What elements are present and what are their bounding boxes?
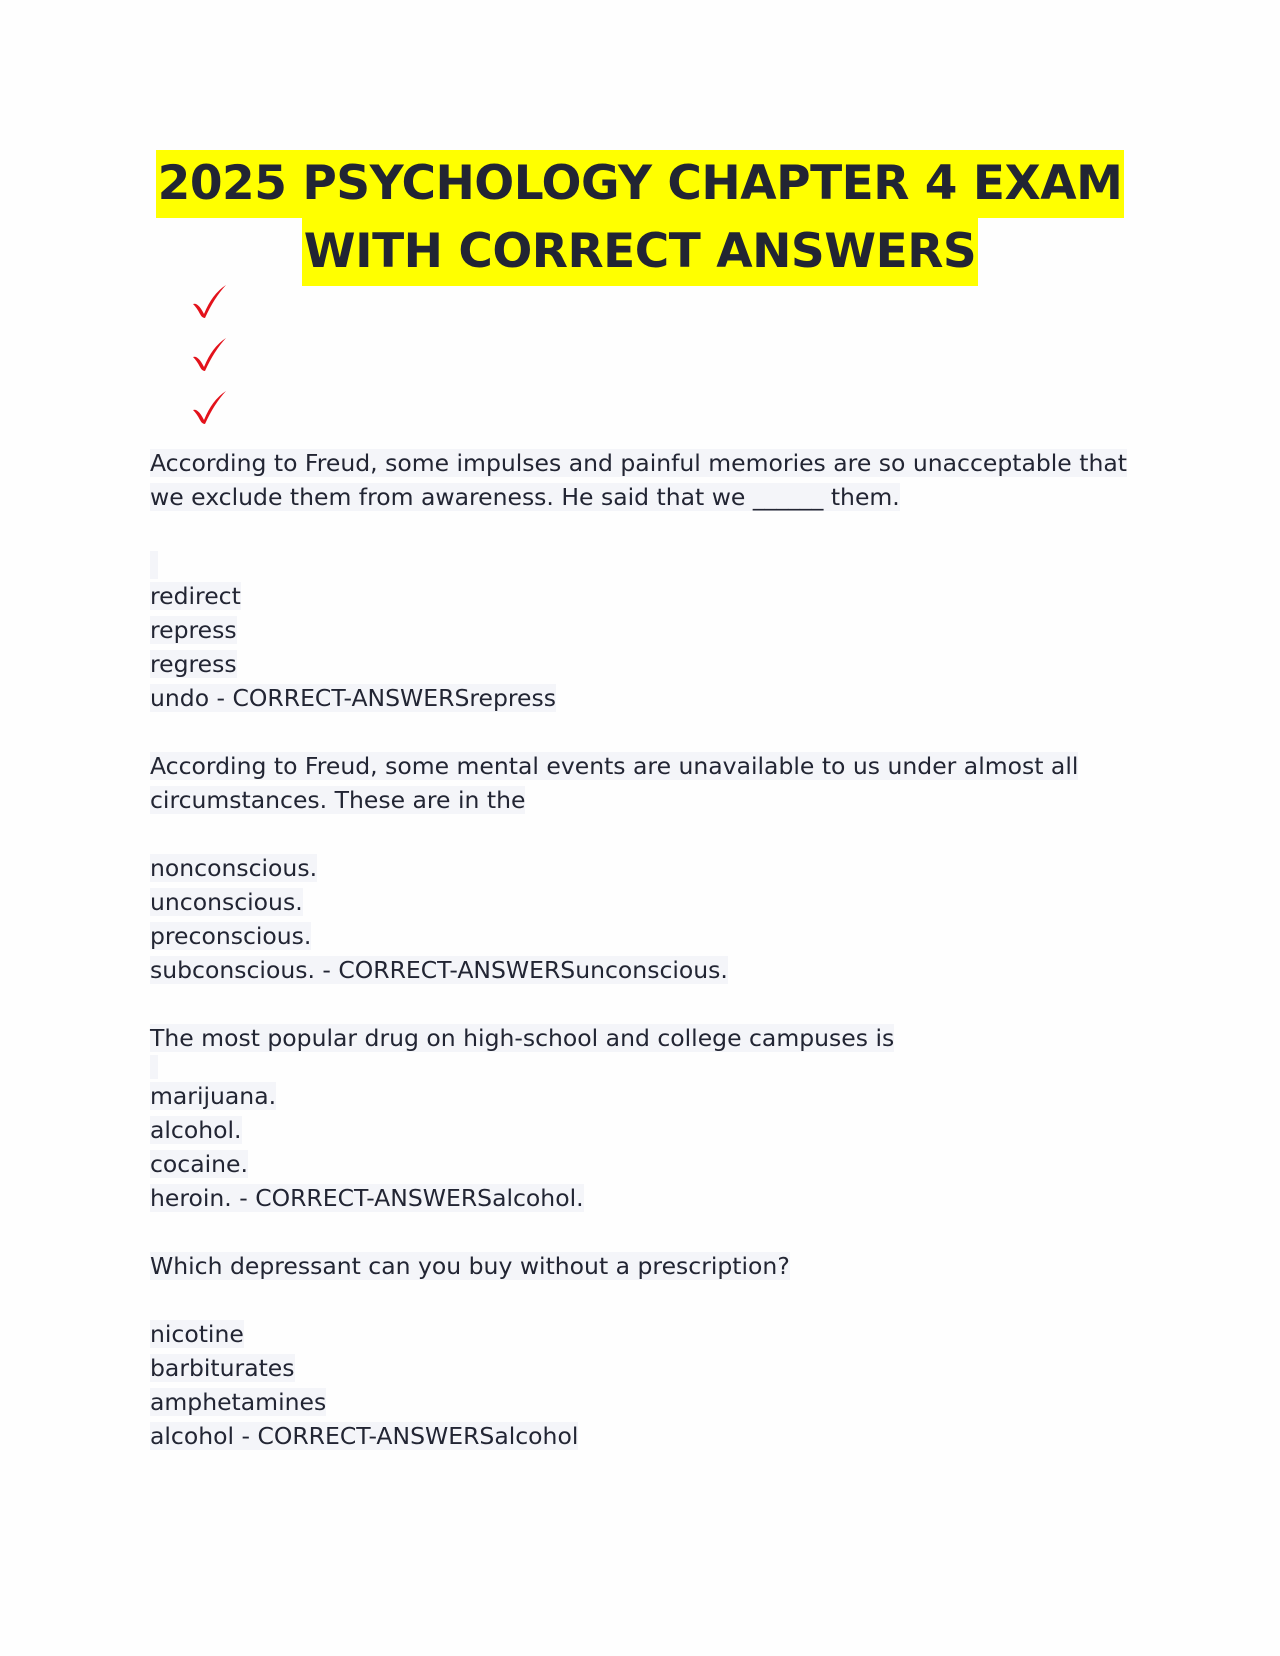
answer-option-with-correct-answer: subconscious. - CORRECT-ANSWERSunconscious. [150,956,728,984]
answer-option: alcohol. [150,1116,242,1144]
question-4 [150,1249,1150,1453]
title-line-2: WITH CORRECT ANSWERS [302,218,979,286]
document-title [0,150,1280,286]
answer-option-with-correct-answer: undo - CORRECT-ANSWERSrepress [150,684,556,712]
highlight-stub [150,1055,158,1079]
answer-option: unconscious. [150,888,303,916]
answer-option: regress [150,650,237,678]
check-marks [190,282,234,441]
answer-option-with-correct-answer: heroin. - CORRECT-ANSWERSalcohol. [150,1184,584,1212]
check-icon [190,282,234,335]
title-line-1: 2025 PSYCHOLOGY CHAPTER 4 EXAM [156,150,1125,218]
question-prompt: The most popular drug on high-school and college campuses is [150,1024,895,1052]
question-prompt: According to Freud, some mental events are unavailable to us under almost all [150,752,1079,780]
answer-option: marijuana. [150,1082,277,1110]
answer-option: amphetamines [150,1388,327,1416]
question-prompt: According to Freud, some impulses and painful memories are so unacceptable that [150,449,1127,477]
answer-option: cocaine. [150,1150,248,1178]
question-2 [150,749,1150,987]
highlight-stub [150,551,158,579]
check-icon [190,388,234,441]
answer-option: preconscious. [150,922,312,950]
questions-list [150,446,1150,1453]
answer-option: nonconscious. [150,854,318,882]
question-prompt: circumstances. These are in the [150,786,526,814]
answer-option: repress [150,616,237,644]
answer-option: barbiturates [150,1354,295,1382]
answer-option: nicotine [150,1320,244,1348]
answer-option-with-correct-answer: alcohol - CORRECT-ANSWERSalcohol [150,1422,579,1450]
question-prompt: Which depressant can you buy without a prescription? [150,1252,790,1280]
question-prompt: we exclude them from awareness. He said that we ______ them. [150,483,900,511]
check-icon [190,335,234,388]
question-3 [150,1021,1150,1215]
question-1 [150,446,1150,715]
answer-option: redirect [150,582,241,610]
